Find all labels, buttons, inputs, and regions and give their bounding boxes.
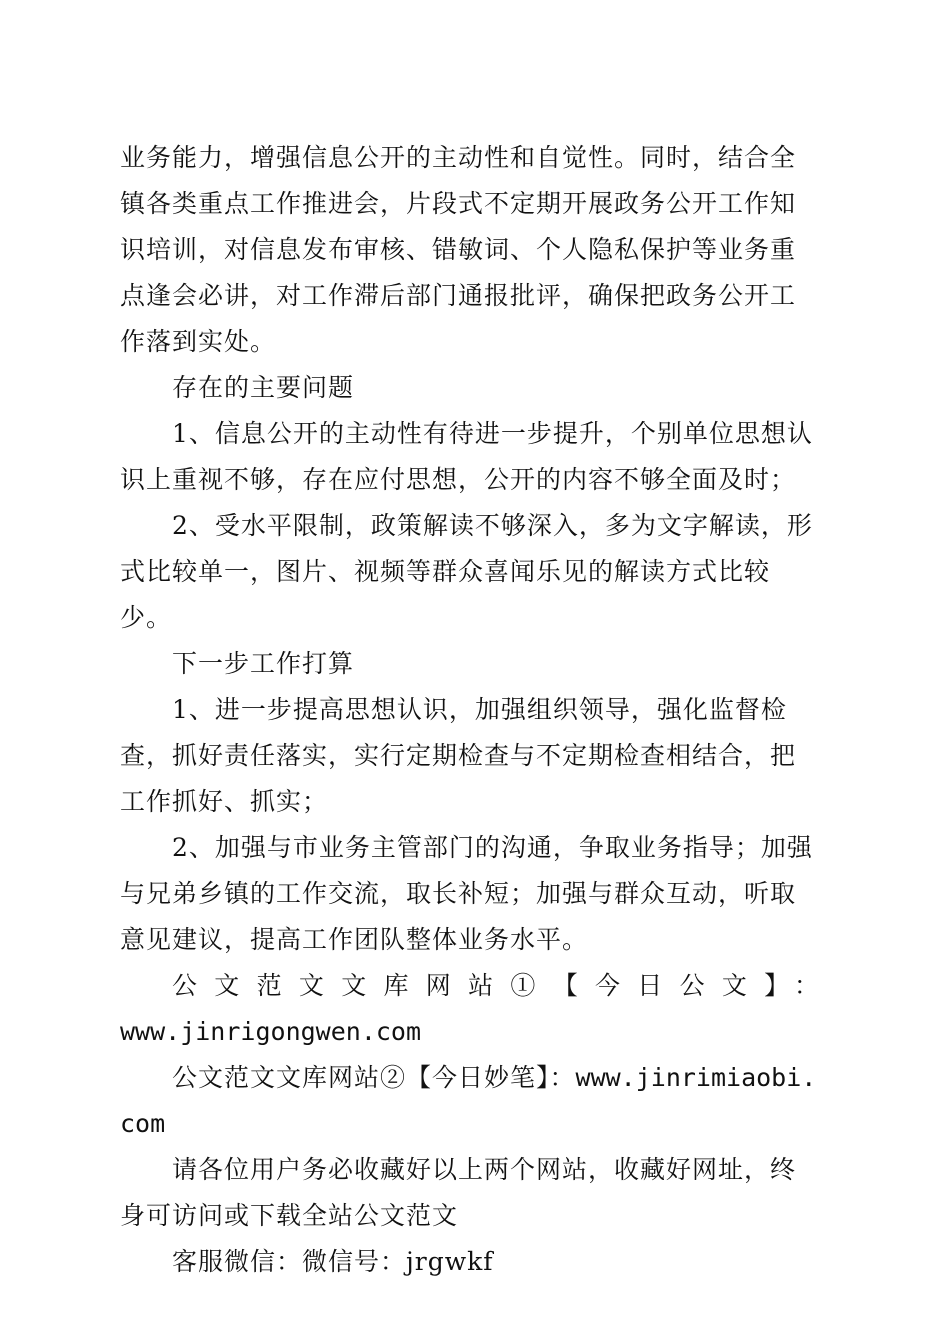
customer-service-wechat: 客服微信：微信号：jrgwkf bbox=[172, 1247, 494, 1276]
site2-line bbox=[120, 1055, 820, 1147]
site2-url[interactable]: www.jinrimiaobi.com bbox=[120, 1063, 817, 1138]
bookmark-notice: 请各位用户务必收藏好以上两个网站，收藏好网址，终身可访问或下载全站公文范文 bbox=[120, 1155, 797, 1230]
problem-item-1: 1、信息公开的主动性有待进一步提升，个别单位思想认识上重视不够，存在应付思想，公开的内容不够全面及时； bbox=[120, 419, 813, 494]
site2-label: 公文范文文库网站②【今日妙笔】： bbox=[172, 1063, 576, 1092]
section-heading-next-steps: 下一步工作打算 bbox=[172, 649, 355, 678]
paragraph-continuation: 业务能力，增强信息公开的主动性和自觉性。同时，结合全镇各类重点工作推进会，片段式不定期开展政务公开工作知识培训，对信息发布审核、错敏词、个人隐私保护等业务重点逢会必讲，对工作滞后部门通报批评，确保把政务公开工作落到实处。 bbox=[120, 143, 797, 356]
site1-label: 公文范文文库网站①【今日公文】： bbox=[172, 971, 820, 1000]
site1-url[interactable]: www.jinrigongwen.com bbox=[120, 1017, 422, 1046]
problem-item-2: 2、受水平限制，政策解读不够深入，多为文字解读，形式比较单一，图片、视频等群众喜闻乐见的解读方式比较少。 bbox=[120, 511, 813, 632]
next-step-item-2: 2、加强与市业务主管部门的沟通，争取业务指导；加强与兄弟乡镇的工作交流，取长补短；加强与群众互动，听取意见建议，提高工作团队整体业务水平。 bbox=[120, 833, 813, 954]
section-heading-problems: 存在的主要问题 bbox=[172, 373, 355, 402]
document-body bbox=[120, 135, 820, 1285]
next-step-item-1: 1、进一步提高思想认识，加强组织领导，强化监督检查，抓好责任落实，实行定期检查与不定期检查相结合，把工作抓好、抓实； bbox=[120, 695, 797, 816]
